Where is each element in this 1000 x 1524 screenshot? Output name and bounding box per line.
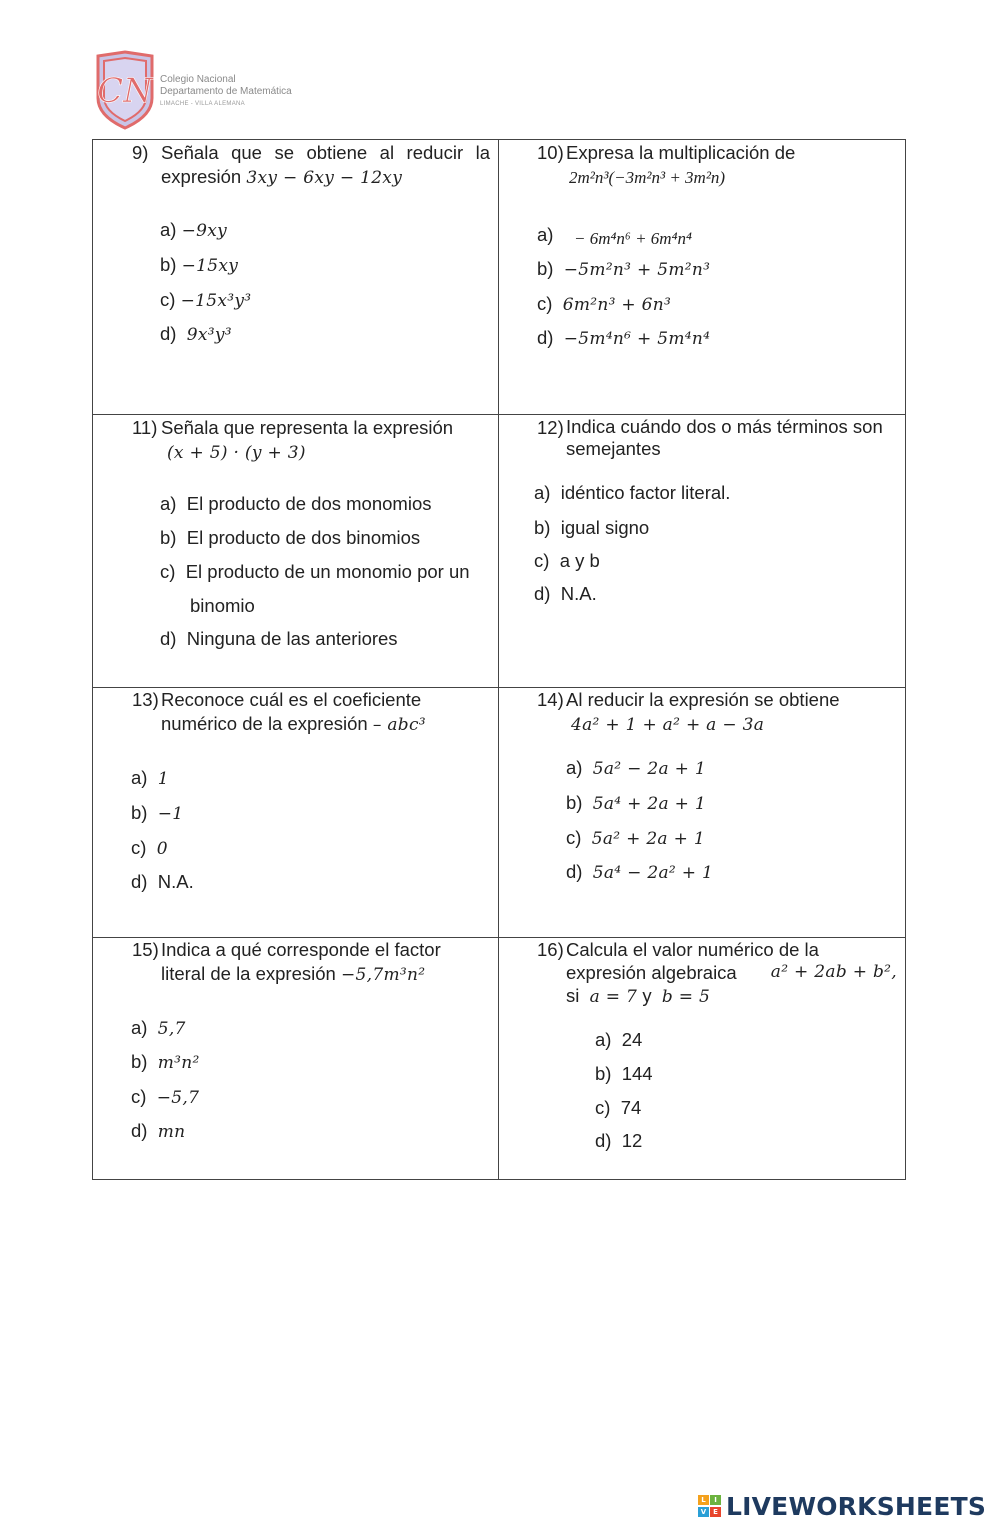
question-cell-14 bbox=[499, 688, 906, 938]
option-15b[interactable]: b) m³n² bbox=[131, 1051, 200, 1073]
option-14d[interactable]: d) 5a⁴ − 2a² + 1 bbox=[566, 861, 714, 883]
question-text: Indica cuándo dos o más términos son bbox=[566, 416, 883, 437]
option-13b[interactable]: b) −1 bbox=[131, 802, 184, 824]
option-14a[interactable]: a) 5a² − 2a + 1 bbox=[566, 757, 706, 779]
school-name: Colegio Nacional bbox=[160, 74, 236, 85]
question-number: 11) bbox=[132, 417, 158, 438]
option-13d[interactable]: d) N.A. bbox=[131, 871, 194, 892]
question-number: 13) bbox=[132, 689, 159, 710]
liveworksheets-logo-icon bbox=[698, 1495, 722, 1517]
question-cell-16 bbox=[499, 938, 906, 1180]
option-9a[interactable]: a) −9xy bbox=[160, 219, 228, 241]
question-expression: (x + 5) · (y + 3) bbox=[167, 443, 306, 463]
option-12d[interactable]: d) N.A. bbox=[534, 583, 597, 604]
question-cell-11 bbox=[93, 415, 499, 688]
question-text-cont: expresión algebraica bbox=[566, 962, 737, 983]
option-11b[interactable]: b) El producto de dos binomios bbox=[160, 527, 421, 548]
condition-a: a = 7 bbox=[589, 987, 638, 1007]
school-crest-logo bbox=[94, 50, 156, 130]
option-9d[interactable]: d) 9x³y³ bbox=[160, 323, 232, 345]
question-text-cont: literal de la expresión bbox=[161, 963, 336, 984]
option-16c[interactable]: c) 74 bbox=[595, 1097, 642, 1118]
option-11c[interactable]: c) El producto de un monomio por un bbox=[160, 561, 470, 582]
question-cell-10 bbox=[499, 140, 906, 415]
school-info bbox=[160, 74, 292, 110]
question-expression: 3xy − 6xy − 12xy bbox=[246, 168, 403, 188]
question-text-cont: semejantes bbox=[566, 438, 661, 459]
option-11c-cont: binomio bbox=[190, 595, 255, 616]
option-9b[interactable]: b) −15xy bbox=[160, 254, 239, 276]
question-12 bbox=[537, 416, 899, 460]
condition-and: y bbox=[642, 985, 652, 1006]
question-expression: 2m²n³(−3m²n³ + 3m²n) bbox=[569, 168, 726, 187]
question-number: 14) bbox=[537, 689, 564, 710]
question-text: Indica a qué corresponde el factor bbox=[161, 939, 441, 960]
question-number: 10) bbox=[537, 142, 564, 163]
question-number: 16) bbox=[537, 939, 564, 960]
question-expression: – abc³ bbox=[372, 715, 426, 735]
question-13 bbox=[132, 688, 490, 737]
option-9c[interactable]: c) −15x³y³ bbox=[160, 289, 252, 311]
school-location: LIMACHE - VILLA ALEMANA bbox=[160, 101, 245, 107]
question-text: Al reducir la expresión se obtiene bbox=[566, 689, 840, 710]
question-9 bbox=[132, 141, 490, 190]
liveworksheets-brand[interactable] bbox=[698, 1493, 986, 1519]
liveworksheets-wordmark: LIVEWORKSHEETS bbox=[726, 1491, 987, 1521]
logo-letters: CN bbox=[97, 71, 153, 111]
question-cell-15 bbox=[93, 938, 499, 1180]
option-15a[interactable]: a) 5,7 bbox=[131, 1017, 186, 1039]
question-11 bbox=[132, 416, 490, 465]
option-12c[interactable]: c) a y b bbox=[534, 550, 600, 571]
option-14c[interactable]: c) 5a² + 2a + 1 bbox=[566, 827, 705, 849]
option-10d[interactable]: d) −5m⁴n⁶ + 5m⁴n⁴ bbox=[537, 327, 711, 349]
option-11a[interactable]: a) El producto de dos monomios bbox=[160, 493, 432, 514]
question-16 bbox=[537, 938, 897, 1009]
brand-mark-letter: E bbox=[710, 1507, 721, 1517]
option-12a[interactable]: a) idéntico factor literal. bbox=[534, 482, 731, 503]
questions-table bbox=[92, 139, 906, 1180]
option-16d[interactable]: d) 12 bbox=[595, 1130, 643, 1151]
option-16b[interactable]: b) 144 bbox=[595, 1063, 653, 1084]
option-16a[interactable]: a) 24 bbox=[595, 1029, 643, 1050]
option-15d[interactable]: d) mn bbox=[131, 1120, 186, 1142]
question-expression: a² + 2ab + b², bbox=[770, 962, 897, 982]
brand-mark-letter: V bbox=[698, 1507, 709, 1517]
option-11d[interactable]: d) Ninguna de las anteriores bbox=[160, 628, 398, 649]
question-number: 12) bbox=[537, 417, 564, 438]
option-15c[interactable]: c) −5,7 bbox=[131, 1086, 200, 1108]
option-10a[interactable]: a) − 6m⁴n⁶ + 6m⁴n⁴ bbox=[537, 224, 692, 248]
option-12b[interactable]: b) igual signo bbox=[534, 517, 650, 538]
condition-b: b = 5 bbox=[661, 987, 711, 1007]
question-10 bbox=[537, 141, 897, 190]
option-14b[interactable]: b) 5a⁴ + 2a + 1 bbox=[566, 792, 706, 814]
question-expression: −5,7m³n² bbox=[340, 965, 426, 985]
question-number: 15) bbox=[132, 939, 159, 960]
question-cell-13 bbox=[93, 688, 499, 938]
question-15 bbox=[132, 938, 490, 987]
question-expression: 4a² + 1 + a² + a − 3a bbox=[571, 715, 765, 735]
question-text-si: si bbox=[566, 985, 580, 1006]
question-text: Señala que representa la expresión bbox=[161, 417, 454, 438]
question-number: 9) bbox=[132, 142, 149, 163]
department-name: Departamento de Matemática bbox=[160, 86, 292, 97]
brand-mark-letter: I bbox=[710, 1495, 721, 1505]
option-13a[interactable]: a) 1 bbox=[131, 767, 169, 789]
question-text: Señala que se obtiene al reducir la expresión bbox=[161, 142, 490, 187]
school-header bbox=[94, 50, 394, 130]
question-cell-12 bbox=[499, 415, 906, 688]
question-text-cont: numérico de la expresión bbox=[161, 713, 368, 734]
question-text: Calcula el valor numérico de la bbox=[566, 939, 819, 960]
question-cell-9 bbox=[93, 140, 499, 415]
question-text: Expresa la multiplicación de bbox=[566, 142, 796, 163]
option-10b[interactable]: b) −5m²n³ + 5m²n³ bbox=[537, 258, 711, 280]
question-text: Reconoce cuál es el coeficiente bbox=[161, 689, 422, 710]
option-13c[interactable]: c) 0 bbox=[131, 837, 168, 859]
brand-mark-letter: L bbox=[698, 1495, 709, 1505]
question-14 bbox=[537, 688, 897, 737]
option-10c[interactable]: c) 6m²n³ + 6n³ bbox=[537, 293, 672, 315]
